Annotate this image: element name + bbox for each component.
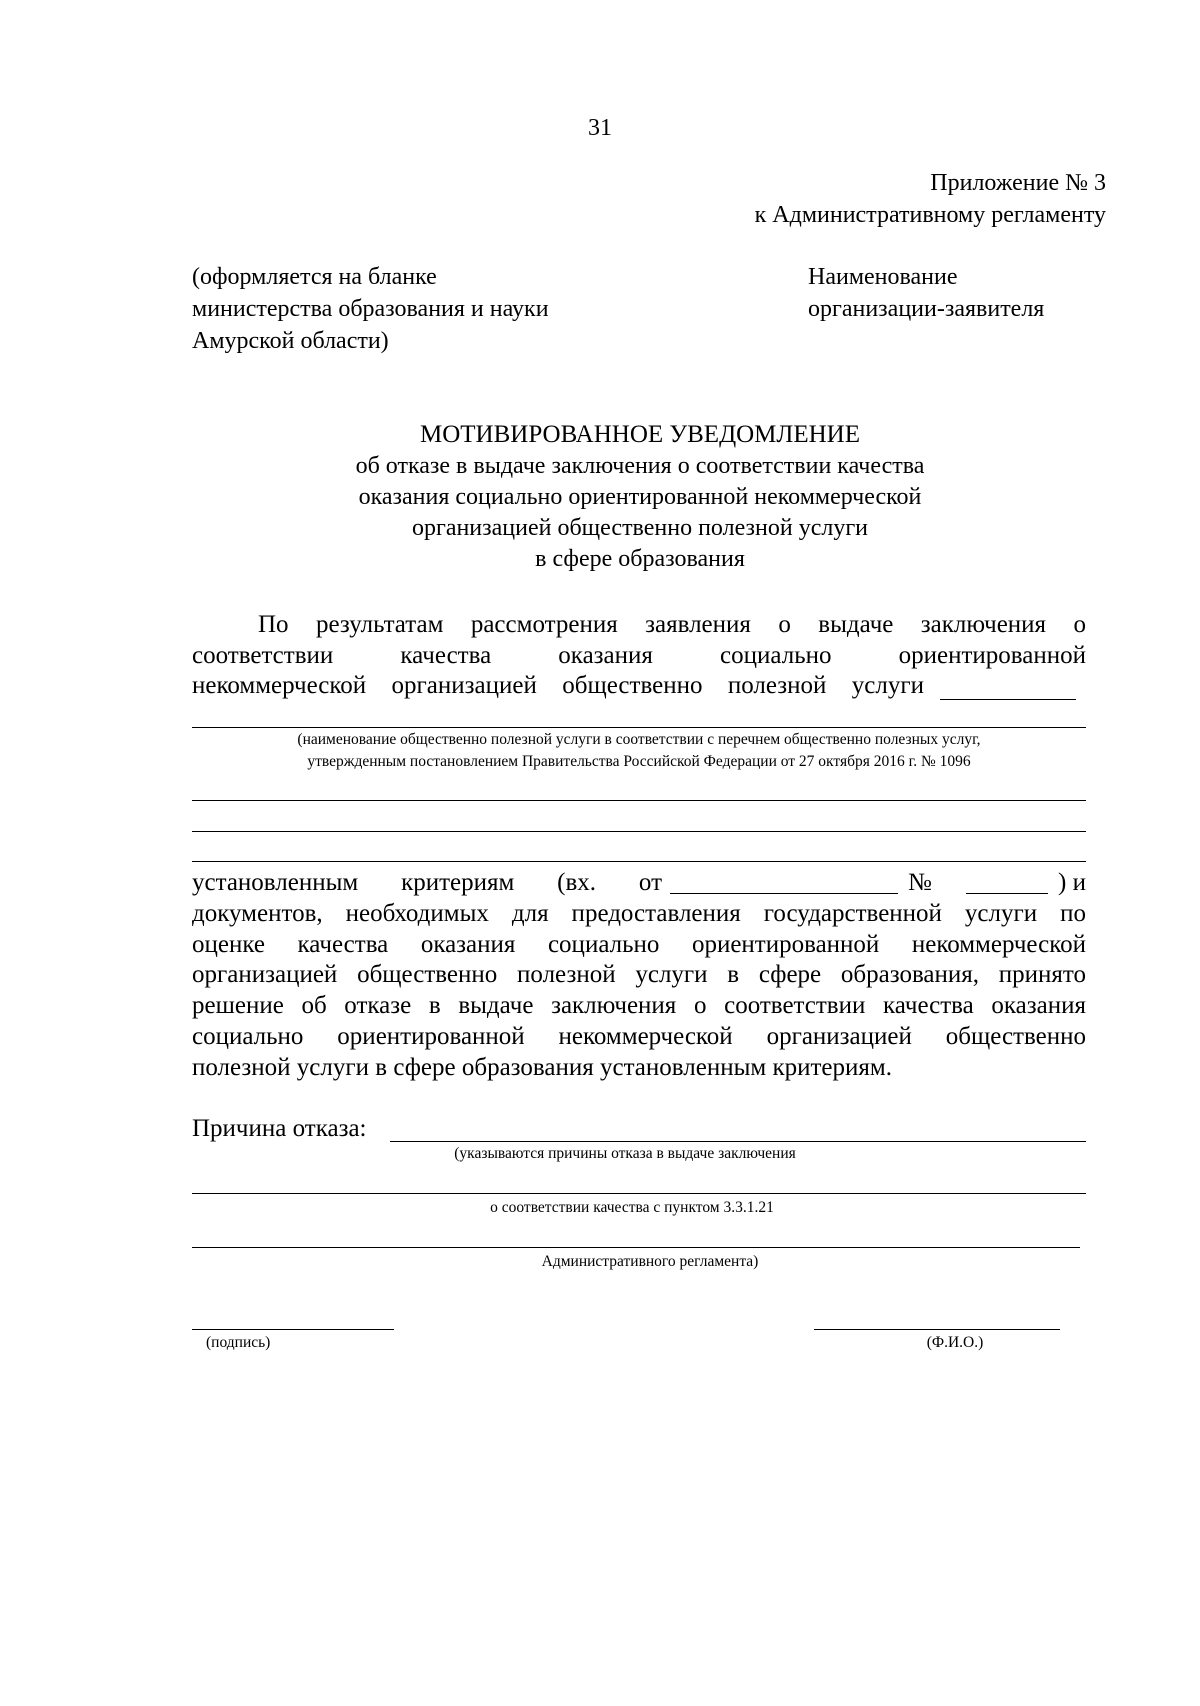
service-name-blank <box>940 699 1076 700</box>
incoming-date-blank <box>670 893 898 894</box>
addressee-line: Наименование <box>808 264 958 290</box>
paragraph1-line: соответствии качества оказания социально ориентированной <box>192 642 1086 669</box>
full-name-label: (Ф.И.О.) <box>926 1334 984 1351</box>
paragraph2-line: социально ориентированной некоммерческой организацией общественно <box>192 1023 1086 1050</box>
refusal-caption: о соответствии качества с пунктом 3.3.1.21 <box>490 1199 774 1216</box>
blank-line <box>192 861 1086 862</box>
refusal-caption: Административного регламента) <box>541 1253 759 1270</box>
refusal-reason-blank <box>192 1193 1086 1194</box>
service-name-line <box>192 727 1086 728</box>
letterhead-note-line: министерства образования и науки <box>192 296 549 322</box>
refusal-reason-blank <box>192 1247 1080 1248</box>
document-subtitle-line: оказания социально ориентированной некоммерческой <box>358 484 922 510</box>
document-title: МОТИВИРОВАННОЕ УВЕДОМЛЕНИЕ <box>419 421 861 448</box>
paragraph2-line: организацией общественно полезной услуги в сфере образования, принято <box>192 961 1086 988</box>
document-subtitle-line: организацией общественно полезной услуги <box>411 515 869 541</box>
paragraph2-line: полезной услуги в сфере образования установленным критериям. <box>192 1054 892 1081</box>
appendix-regulation: к Административному регламенту <box>754 202 1106 228</box>
document-subtitle-line: об отказе в выдаче заключения о соответствии качества <box>355 453 925 479</box>
paragraph2-line: документов, необходимых для предоставления государственной услуги по <box>192 900 1086 927</box>
signature-label: (подпись) <box>206 1334 271 1351</box>
addressee-line: организации-заявителя <box>808 296 1045 322</box>
appendix-number: Приложение № 3 <box>930 170 1106 196</box>
letterhead-note-line: Амурской области) <box>192 328 389 354</box>
incoming-number-blank <box>966 893 1048 894</box>
paragraph2-number-sign: № <box>908 869 932 896</box>
service-caption-line: утвержденным постановлением Правительства Российской Федерации от 27 октября 2016 г. № 1096 <box>307 753 971 770</box>
paragraph2-line: оценке качества оказания социально ориентированной некоммерческой <box>192 931 1086 958</box>
paragraph1-line: По результатам рассмотрения заявления о выдаче заключения о <box>258 611 1086 638</box>
page-number: 31 <box>588 115 612 141</box>
refusal-label: Причина отказа: <box>192 1115 367 1142</box>
refusal-caption: (указываются причины отказа в выдаче заключения <box>454 1145 796 1162</box>
refusal-reason-blank <box>390 1141 1086 1142</box>
document-subtitle-line: в сфере образования <box>535 546 745 572</box>
paragraph2-line-end: ) и <box>1058 869 1086 896</box>
signature-line <box>192 1329 394 1330</box>
paragraph2-line: решение об отказе в выдаче заключения о соответствии качества оказания <box>192 992 1086 1019</box>
paragraph2-line: установленным критериям (вх. от <box>192 869 662 896</box>
letterhead-note-line: (оформляется на бланке <box>192 264 437 290</box>
blank-line <box>192 800 1086 801</box>
paragraph1-line: некоммерческой организацией общественно полезной услуги <box>192 672 924 699</box>
service-caption-line: (наименование общественно полезной услуги в соответствии с перечнем общественно полезных услуг, <box>297 731 981 748</box>
blank-line <box>192 831 1086 832</box>
full-name-line <box>814 1329 1060 1330</box>
